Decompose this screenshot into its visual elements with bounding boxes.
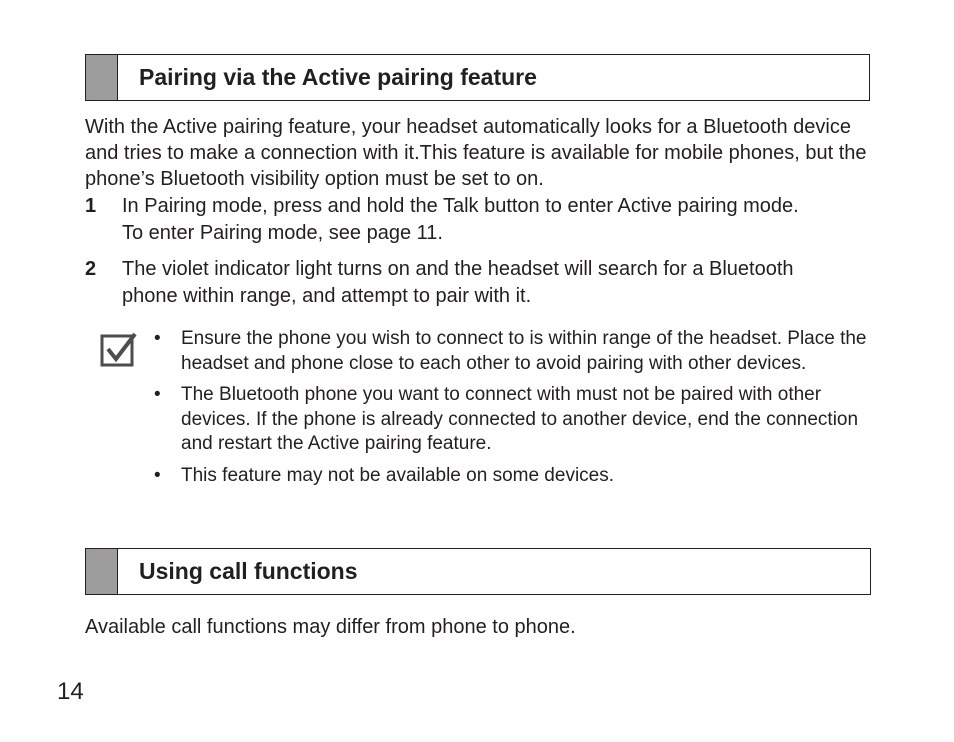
bullet-text: This feature may not be available on some devices. [181, 464, 615, 486]
step-text: The violet indicator light turns on and the headset will search for a Bluetooth phone within range, and attempt to pair with it. [122, 258, 794, 307]
step-text: In Pairing mode, press and hold the Talk button to enter Active pairing mode. To enter Pairing mode, see page 11. [122, 195, 799, 244]
step-number: 2 [85, 258, 97, 280]
intro-paragraph: With the Active pairing feature, your headset automatically looks for a Bluetooth device and tries to make a connection with it.This feature is available for mobile phones, but the phone’s Bluetooth visibility option must be set to on. [85, 116, 867, 190]
note-bullet-list [152, 327, 872, 495]
checkbox-check-icon [100, 331, 138, 367]
list-item [152, 464, 872, 489]
section-header-call-functions [85, 548, 871, 595]
section-header-tab [86, 55, 118, 100]
step-item [85, 193, 875, 247]
list-item [152, 327, 872, 376]
page-number: 14 [57, 678, 84, 705]
bullet-dot: • [154, 328, 161, 349]
bullet-dot: • [154, 384, 161, 405]
step-number: 1 [85, 195, 97, 217]
bullet-dot: • [154, 464, 161, 486]
section-title: Using call functions [139, 558, 358, 584]
list-item [152, 383, 872, 457]
section-title: Pairing via the Active pairing feature [139, 64, 537, 90]
section2-paragraph: Available call functions may differ from phone to phone. [85, 616, 576, 638]
bullet-text: Ensure the phone you wish to connect to is within range of the headset. Place the headset and phone close to each other to avoid pairing with other devices. [181, 328, 867, 374]
bullet-text: The Bluetooth phone you want to connect with must not be paired with other devices. If the phone is already connected to another device, end the connection and restart the Active pairing feature. [181, 384, 859, 454]
step-item [85, 256, 875, 310]
section-header-active-pairing [85, 54, 870, 101]
section-header-tab [86, 549, 118, 594]
